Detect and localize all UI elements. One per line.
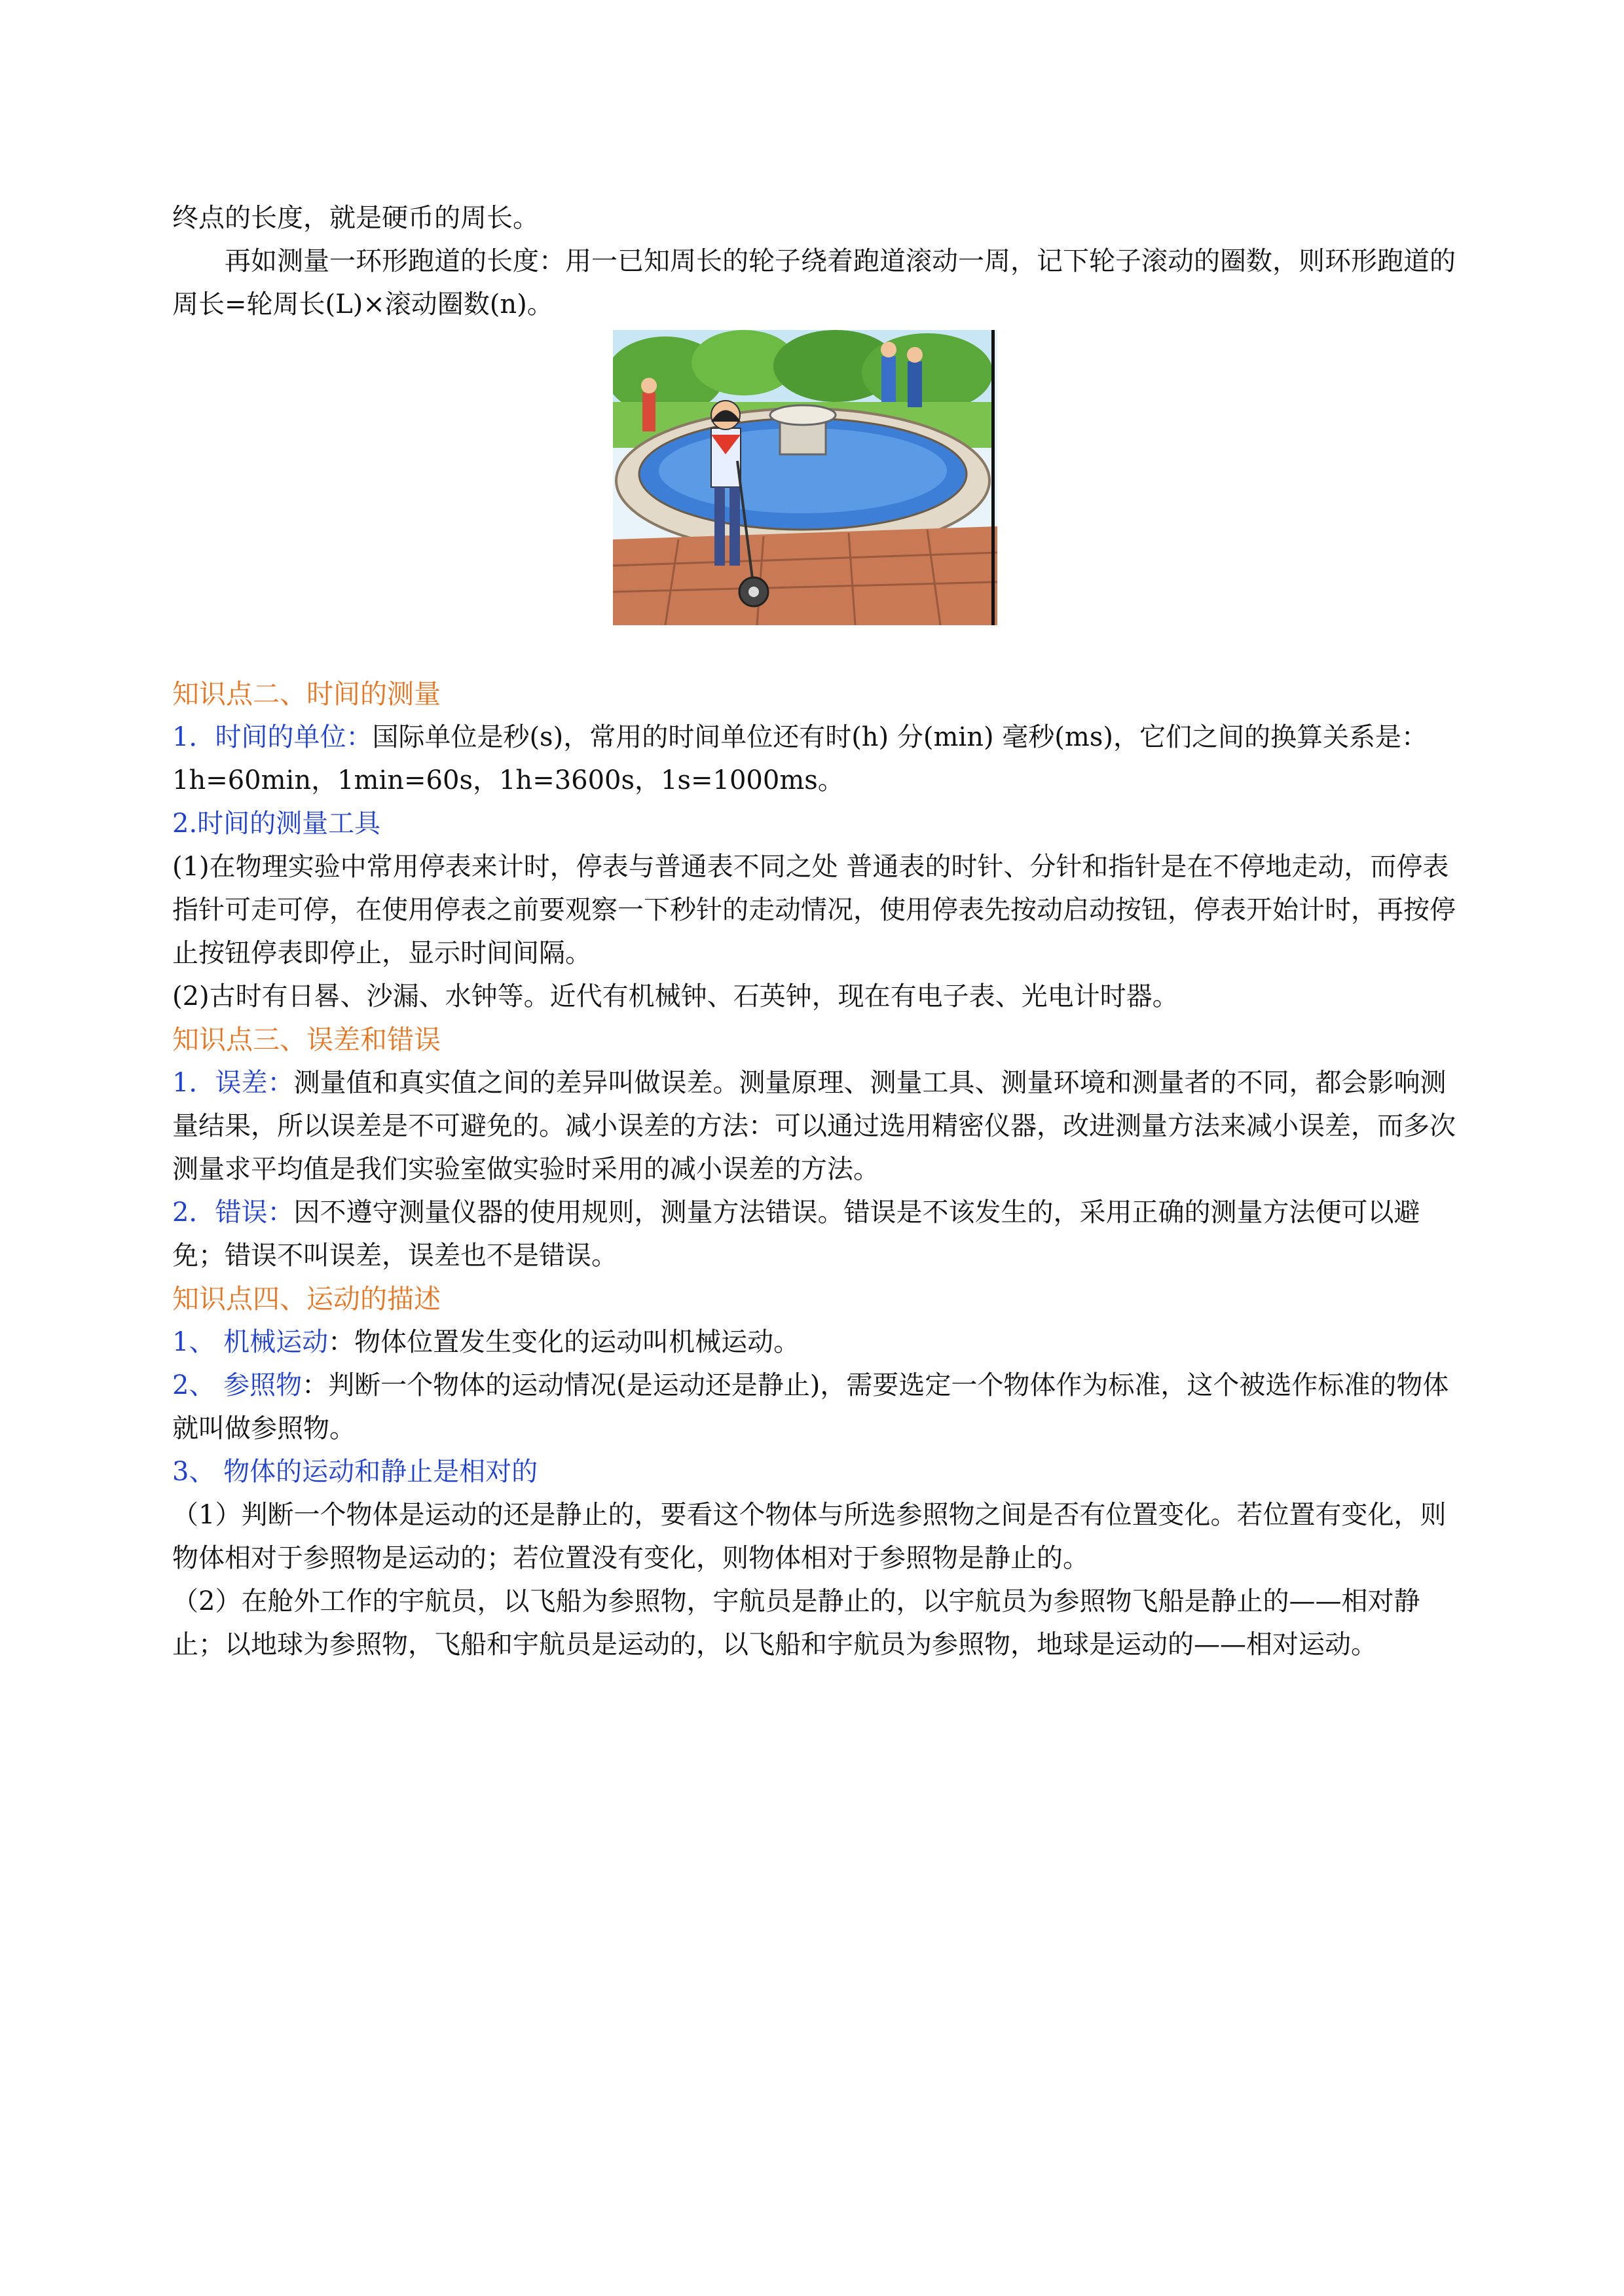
section-3-item-2 (172, 1191, 1472, 1277)
section-3-item-2-label: 2．错误： (172, 1197, 294, 1228)
section-3-item-1-text: 测量值和真实值之间的差异叫做误差。测量原理、测量工具、测量环境和测量者的不同，都会影响测量结果，所以误差是不可避免的。减小误差的方法：可以通过选用精密仪器，改进测量方法来减小误差，而多次测量求平均值是我们实验室做实验时采用的减小误差的方法。 (172, 1068, 1456, 1184)
intro-line-1: 终点的长度，就是硬币的周长。 (172, 203, 539, 233)
section-2-item-2-paragraph-1: (1)在物理实验中常用停表来计时，停表与普通表不同之处 普通表的时针、分针和指针是在不停地走动，而停表指针可走可停，在使用停表之前要观察一下秒针的走动情况，使用停表先按动启动按钮，停表开始计时，再按停止按钮停表即停止，显示时间间隔。 (172, 852, 1456, 968)
section-2-item-2-label: 2.时间的测量工具 (172, 809, 381, 839)
section-3-item-2-text: 因不遵守测量仪器的使用规则，测量方法错误。错误是不该发生的，采用正确的测量方法便可以避免；错误不叫误差，误差也不是错误。 (172, 1197, 1420, 1271)
section-2-heading: 知识点二、时间的测量 (172, 678, 441, 710)
section-4-item-1-label: 1、 机械运动 (172, 1327, 329, 1357)
intro-paragraph-2: 再如测量一环形跑道的长度：用一已知周长的轮子绕着跑道滚动一周，记下轮子滚动的圈数，则环形跑道的周长=轮周长(L)×滚动圈数(n)。 (172, 246, 1456, 319)
fountain-wheel-illustration-icon (613, 330, 997, 625)
section-4-item-3-paragraph-2: （2）在舱外工作的宇航员，以飞船为参照物，宇航员是静止的，以宇航员为参照物飞船是静止的——相对静止；以地球为参照物，飞船和宇航员是运动的，以飞船和宇航员为参照物，地球是运动的——相对运动。 (172, 1586, 1420, 1660)
section-2-item-1 (172, 716, 1472, 802)
section-4-item-2 (172, 1364, 1472, 1450)
section-2-item-1-text: 国际单位是秒(s)，常用的时间单位还有时(h) 分(min) 毫秒(ms)，它们之间的换算关系是：1h=60min，1min=60s，1h=3600s，1s=1000ms。 (172, 722, 1428, 795)
page-content (172, 196, 1472, 1666)
section-3-heading: 知识点三、误差和错误 (172, 1024, 441, 1055)
section-4-item-2-label: 2、 参照物 (172, 1370, 303, 1400)
section-4-item-3-label: 3、 物体的运动和静止是相对的 (172, 1457, 538, 1487)
section-4-item-2-text: ：判断一个物体的运动情况(是运动还是静止)，需要选定一个物体作为标准，这个被选作标准的物体就叫做参照物。 (172, 1370, 1449, 1444)
section-2-item-2-paragraph-2: (2)古时有日晷、沙漏、水钟等。近代有机械钟、石英钟，现在有电子表、光电计时器。 (172, 981, 1179, 1011)
section-4-item-1 (172, 1321, 1472, 1364)
section-4-heading: 知识点四、运动的描述 (172, 1283, 441, 1315)
section-3-item-1-label: 1．误差： (172, 1068, 294, 1098)
fountain-wheel-figure (613, 330, 997, 625)
section-4-item-3-paragraph-1: （1）判断一个物体是运动的还是静止的，要看这个物体与所选参照物之间是否有位置变化。若位置有变化，则物体相对于参照物是运动的；若位置没有变化，则物体相对于参照物是静止的。 (172, 1500, 1447, 1573)
section-2-item-1-label: 1．时间的单位： (172, 722, 373, 752)
section-3-item-1 (172, 1061, 1472, 1191)
section-4-item-1-text: ：物体位置发生变化的运动叫机械运动。 (328, 1327, 800, 1357)
